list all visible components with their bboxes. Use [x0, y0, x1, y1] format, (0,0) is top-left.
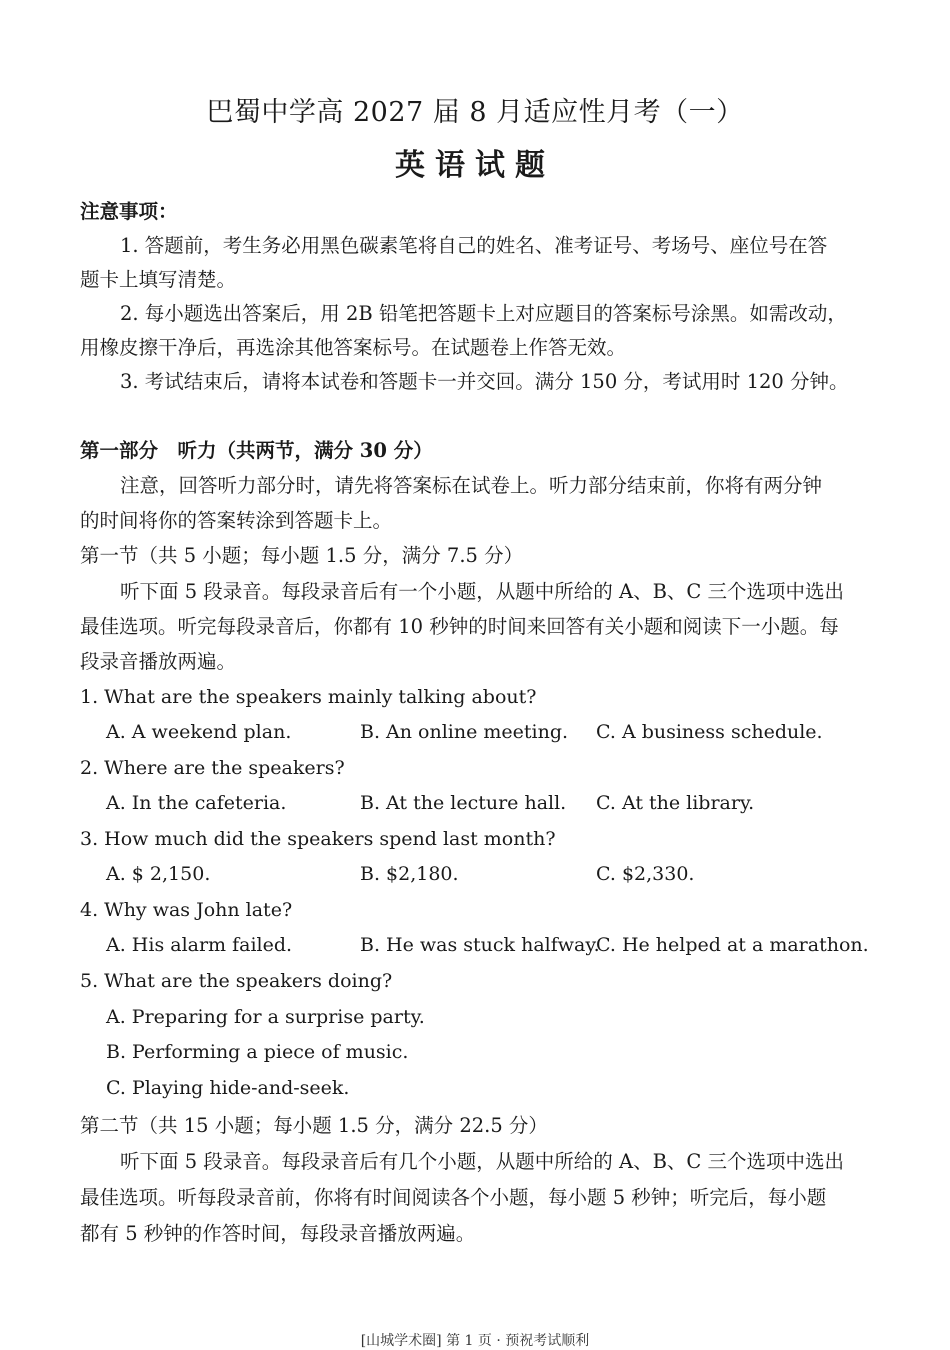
- question-2-option-b: B. At the lecture hall.: [360, 792, 567, 814]
- question-2-stem: 2. Where are the speakers?: [80, 757, 345, 779]
- question-3-stem: 3. How much did the speakers spend last month?: [80, 828, 556, 850]
- section1-instruction-line-3: 段录音播放两遍。: [80, 650, 237, 673]
- question-4-option-a: A. His alarm failed.: [106, 934, 293, 956]
- question-1-option-b: B. An online meeting.: [360, 721, 569, 743]
- section2-instruction-line-1: 听下面 5 段录音。每段录音后有几个小题，从题中所给的 A、B、C 三个选项中选出: [120, 1150, 845, 1173]
- question-3-option-b: B. $2,180.: [360, 863, 459, 885]
- notice-item-2-line-2: 用橡皮擦干净后，再选涂其他答案标号。在试题卷上作答无效。: [80, 336, 627, 359]
- section1-heading: 第一节（共 5 小题；每小题 1.5 分，满分 7.5 分）: [80, 544, 524, 567]
- notice-item-3: 3. 考试结束后，请将本试卷和答题卡一并交回。满分 150 分，考试用时 120 分钟。: [120, 370, 849, 393]
- question-5-stem: 5. What are the speakers doing?: [80, 970, 393, 992]
- part1-note-line-2: 的时间将你的答案转涂到答题卡上。: [80, 509, 393, 532]
- section1-instruction-line-1: 听下面 5 段录音。每段录音后有一个小题，从题中所给的 A、B、C 三个选项中选出: [120, 580, 845, 603]
- question-1-option-a: A. A weekend plan.: [106, 721, 292, 743]
- question-4-option-b: B. He was stuck halfway.: [360, 934, 600, 956]
- page-footer: [山城学术圈] 第 1 页 · 预祝考试顺利: [360, 1333, 590, 1349]
- question-2-option-a: A. In the cafeteria.: [106, 792, 287, 814]
- section1-instruction-line-2: 最佳选项。听完每段录音后，你都有 10 秒钟的时间来回答有关小题和阅读下一小题。每: [80, 615, 839, 638]
- question-2-option-c: C. At the library.: [596, 792, 755, 814]
- question-3-option-a: A. $ 2,150.: [106, 863, 211, 885]
- notice-item-1-line-2: 题卡上填写清楚。: [80, 268, 237, 291]
- question-1-stem: 1. What are the speakers mainly talking about?: [80, 686, 537, 708]
- question-4-stem: 4. Why was John late?: [80, 899, 293, 921]
- exam-subject-title: 英语试题: [395, 148, 555, 183]
- notice-item-2-line-1: 2. 每小题选出答案后，用 2B 铅笔把答题卡上对应题目的答案标号涂黑。如需改动，: [120, 302, 847, 325]
- question-5-option-b: B. Performing a piece of music.: [106, 1041, 409, 1063]
- notice-item-1-line-1: 1. 答题前，考生务必用黑色碳素笔将自己的姓名、准考证号、考场号、座位号在答: [120, 234, 828, 257]
- section2-instruction-line-3: 都有 5 秒钟的作答时间，每段录音播放两遍。: [80, 1222, 476, 1245]
- question-1-option-c: C. A business schedule.: [596, 721, 823, 743]
- question-5-option-c: C. Playing hide-and-seek.: [106, 1077, 350, 1099]
- part1-heading: 第一部分 听力（共两节，满分 30 分）: [80, 439, 433, 462]
- section2-instruction-line-2: 最佳选项。听每段录音前，你将有时间阅读各个小题，每小题 5 秒钟；听完后，每小题: [80, 1186, 827, 1209]
- exam-title: 巴蜀中学高 2027 届 8 月适应性月考（一）: [206, 97, 744, 128]
- question-3-option-c: C. $2,330.: [596, 863, 695, 885]
- question-4-option-c: C. He helped at a marathon.: [596, 934, 869, 956]
- notice-heading: 注意事项：: [80, 200, 178, 223]
- part1-note-line-1: 注意，回答听力部分时，请先将答案标在试卷上。听力部分结束前，你将有两分钟: [120, 474, 823, 497]
- question-5-option-a: A. Preparing for a surprise party.: [106, 1006, 425, 1028]
- section2-heading: 第二节（共 15 小题；每小题 1.5 分，满分 22.5 分）: [80, 1114, 548, 1137]
